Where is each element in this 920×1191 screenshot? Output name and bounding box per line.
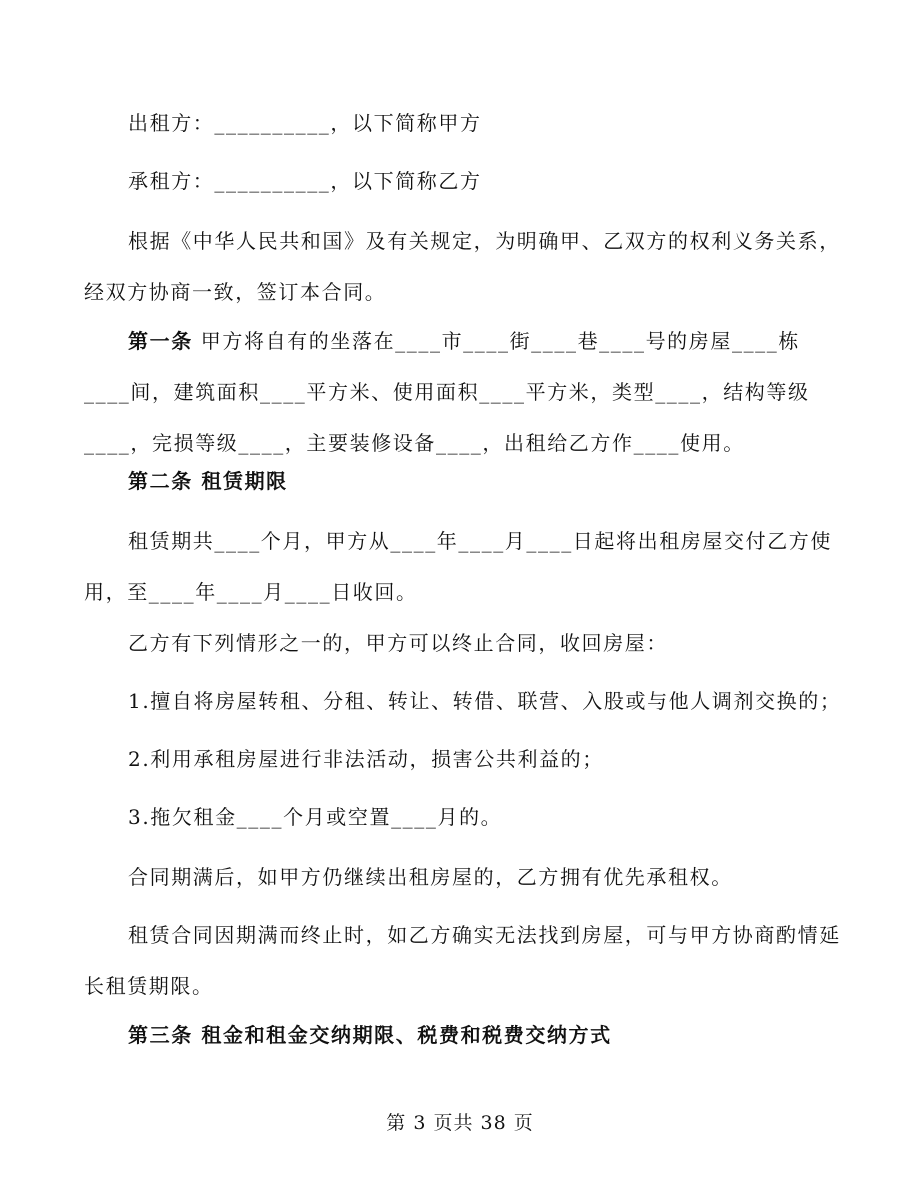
- article-1-heading: 第一条: [128, 329, 193, 353]
- termination-item-1: 1.擅自将房屋转租、分租、转让、转借、联营、入股或与他人调剂交换的；: [128, 689, 842, 713]
- extension-clause: 租赁合同因期满而终止时，如乙方确实无法找到房屋，可与甲方协商酌情延长租赁期限。: [84, 923, 841, 998]
- lessee-line: 承租方：__________，以下简称乙方: [128, 169, 482, 193]
- article-1: [84, 316, 844, 469]
- lessor-line: 出租方：__________，以下简称甲方: [128, 111, 482, 135]
- termination-item-3: 3.拖欠租金____个月或空置____月的。: [128, 805, 503, 829]
- article-3-heading: 第三条 租金和租金交纳期限、税费和税费交纳方式: [128, 1023, 612, 1047]
- renewal-clause: 合同期满后，如甲方仍继续出租房屋的，乙方拥有优先承租权。: [128, 865, 733, 889]
- article-1-body: 甲方将自有的坐落在____市____街____巷____号的房屋____栋____间，建筑面积____平方米、使用面积____平方米，类型____，结构等级____，完损等级____，主要装修设备____，出租给乙方作____使用。: [84, 329, 810, 455]
- termination-intro: 乙方有下列情形之一的，甲方可以终止合同，收回房屋：: [128, 631, 668, 655]
- page-number: 第 3 页共 38 页: [386, 1112, 534, 1134]
- article-2-heading: 第二条 租赁期限: [128, 469, 288, 493]
- termination-item-2: 2.利用承租房屋进行非法活动，损害公共利益的；: [128, 747, 604, 771]
- article-2-term: 租赁期共____个月，甲方从____年____月____日起将出租房屋交付乙方使用，至____年____月____日收回。: [84, 529, 832, 604]
- preamble: 根据《中华人民共和国》及有关规定，为明确甲、乙双方的权利义务关系，经双方协商一致，签订本合同。: [84, 229, 841, 304]
